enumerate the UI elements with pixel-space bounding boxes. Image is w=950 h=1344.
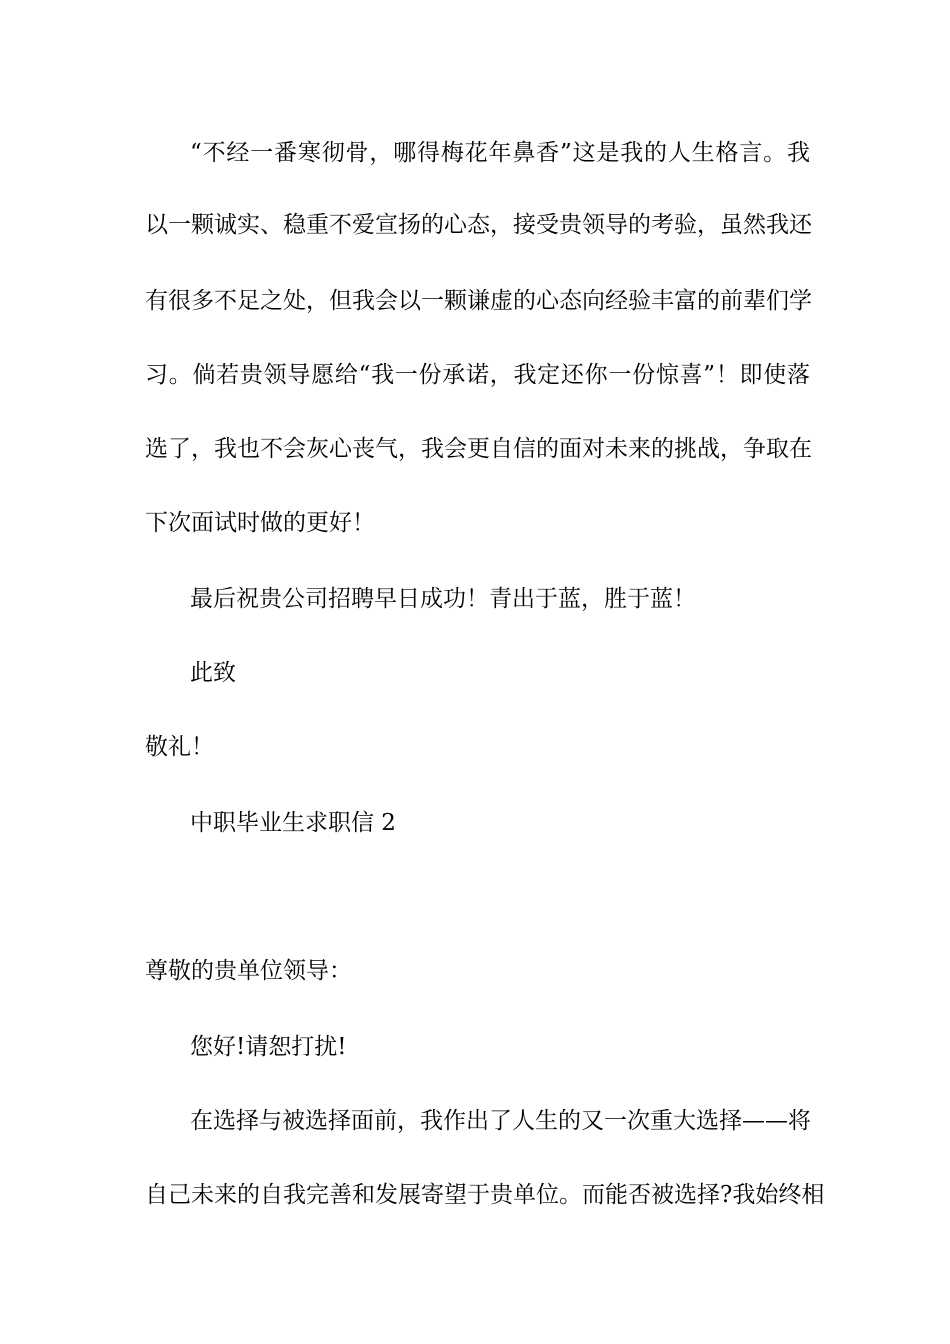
paragraph-line: 在选择与被选择面前，我作出了人生的又一次重大选择——将 [190, 1108, 811, 1134]
paragraph-line: 习。倘若贵领导愿给“我一份承诺，我定还你一份惊喜”！即使落 [145, 362, 810, 388]
greeting: 您好!请恕打扰! [190, 1034, 347, 1060]
paragraph-line: 自己未来的自我完善和发展寄望于贵单位。而能否被选择?我始终相 [145, 1182, 825, 1208]
paragraph-line: 选了，我也不会灰心丧气，我会更自信的面对未来的挑战，争取在 [145, 436, 812, 462]
paragraph-line: 有很多不足之处，但我会以一颗谦虚的心态向经验丰富的前辈们学 [145, 288, 812, 314]
closing-wish: 最后祝贵公司招聘早日成功！青出于蓝，胜于蓝！ [190, 586, 696, 612]
closing-phrase: 此致 [190, 660, 236, 686]
section-title: 中职毕业生求职信 2 [190, 810, 396, 836]
closing-salute: 敬礼！ [145, 734, 214, 760]
paragraph-line: 以一颗诚实、稳重不爱宣扬的心态，接受贵领导的考验，虽然我还 [145, 212, 812, 238]
paragraph-line: 下次面试时做的更好！ [145, 510, 375, 536]
paragraph-line: “不经一番寒彻骨，哪得梅花年鼻香”这是我的人生格言。我 [190, 140, 810, 166]
salutation: 尊敬的贵单位领导： [145, 958, 352, 984]
